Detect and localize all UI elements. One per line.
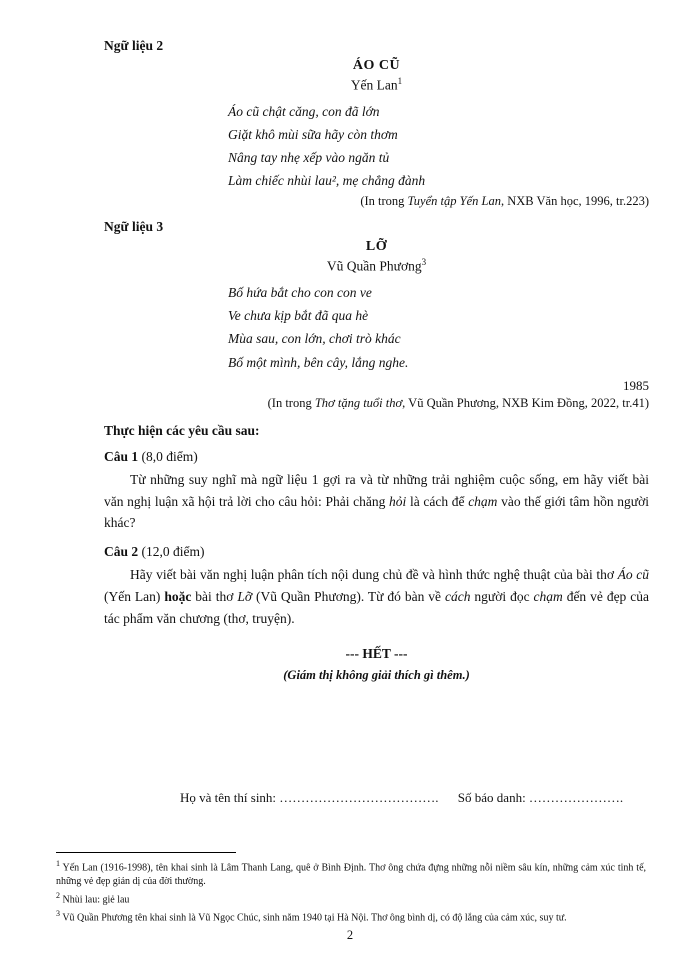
text-run: Từ những suy nghĩ mà ngữ liệu 1 gợi ra và từ những trải nghiệm cuộc sống, em hãy viết bài văn nghị luận xã hội trả lời cho câu hỏi: Phải chăng xyxy=(104,471,649,509)
footnote-ref: 1 xyxy=(397,76,403,86)
text-run-italic: hỏi xyxy=(389,493,407,509)
text-run: đến vẻ đẹp của tác phẩm văn chương (thơ, truyện). xyxy=(104,589,649,627)
section-label: Ngữ liệu 2 xyxy=(104,38,164,53)
text-run-italic: Lỡ xyxy=(237,589,253,605)
poem-line: Giặt khô mùi sữa hãy còn thơm xyxy=(228,126,398,142)
poem-lines xyxy=(104,281,649,374)
candidate-name-field: Họ và tên thí sinh: ………………………………. xyxy=(180,790,439,805)
section-ngu-lieu-2 xyxy=(104,38,649,209)
candidate-code-field: Số báo danh: …………………. xyxy=(457,790,624,805)
poem-line: Bố hứa bắt cho con con ve xyxy=(228,284,372,300)
text-run: người đọc xyxy=(470,589,534,605)
question-2-heading xyxy=(104,544,649,560)
text-run-italic: Áo cũ xyxy=(617,567,649,583)
footnote-text: Vũ Quần Phương tên khai sinh là Vũ Ngọc Chúc, sinh năm 1940 tại Hà Nội. Thơ ông bình dị, có độ lắng của cảm xúc, suy tư. xyxy=(62,912,567,924)
text-run: (Yến Lan) xyxy=(104,589,165,605)
footnote-item xyxy=(56,858,646,889)
footnote-item xyxy=(56,890,646,907)
question-1-label: Câu 1 xyxy=(104,448,139,464)
invigilator-note: (Giám thị không giải thích gì thêm.) xyxy=(283,667,470,682)
question-2-body xyxy=(104,564,649,630)
poem-line: Làm chiếc nhùi lau², mẹ chẳng đành xyxy=(228,173,426,189)
text-run-italic: chạm xyxy=(533,589,563,605)
source-title: Tuyển tập Yến Lan xyxy=(407,194,501,209)
requirements-header: Thực hiện các yêu cầu sau: xyxy=(104,422,260,438)
footnote-divider xyxy=(56,852,236,853)
text-run-italic: cách xyxy=(444,589,471,605)
text-run: là cách để xyxy=(406,493,469,509)
section-label: Ngữ liệu 3 xyxy=(104,219,164,235)
text-run: vào thế giới tâm hồn người khác? xyxy=(104,493,649,531)
poem-title: ÁO CŨ xyxy=(352,58,401,73)
source-prefix: (In trong xyxy=(267,395,315,410)
poem-line: Ve chưa kịp bắt đã qua hè xyxy=(228,308,369,324)
page-number: 2 xyxy=(346,928,354,942)
end-mark: --- HẾT --- xyxy=(345,645,408,661)
document-body xyxy=(104,38,649,683)
poem-line: Mùa sau, con lớn, chơi trò khác xyxy=(228,331,401,347)
poem-source xyxy=(104,194,649,209)
question-1-points: (8,0 điểm) xyxy=(141,448,198,464)
source-title: Thơ tặng tuổi thơ xyxy=(314,395,403,410)
question-2-points: (12,0 điểm) xyxy=(141,544,205,560)
footnote-text: Nhùi lau: giẻ lau xyxy=(62,894,130,906)
footnotes xyxy=(56,858,646,926)
question-1-heading xyxy=(104,449,649,465)
footnote-number: 2 xyxy=(56,890,60,900)
signature-row xyxy=(180,790,660,806)
poem-title: LỠ xyxy=(365,239,388,255)
footnote-item xyxy=(56,908,646,925)
poem-source xyxy=(104,396,649,411)
poem-author xyxy=(104,76,649,94)
footnote-number: 1 xyxy=(56,859,60,868)
poem-line: Áo cũ chật căng, con đã lớn xyxy=(228,103,380,119)
poem-author xyxy=(104,257,649,275)
text-run: bài thơ xyxy=(191,589,238,605)
poem-year: 1985 xyxy=(623,377,649,393)
section-ngu-lieu-3 xyxy=(104,219,649,410)
source-suffix: , NXB Văn học, 1996, tr.223) xyxy=(500,194,649,209)
poem-author-name: Yến Lan xyxy=(350,77,398,93)
source-prefix: (In trong xyxy=(360,194,408,209)
poem-lines xyxy=(104,100,649,193)
text-run: Hãy viết bài văn nghị luận phân tích nội dung chủ đề và hình thức nghệ thuật của bài thơ xyxy=(130,567,618,583)
text-run: (Vũ Quần Phương). Từ đó bàn về xyxy=(252,589,445,605)
poem-line: Nâng tay nhẹ xếp vào ngăn tủ xyxy=(228,149,390,165)
poem-line: Bố một mình, bên cây, lắng nghe. xyxy=(228,354,409,370)
footnote-number: 3 xyxy=(56,909,60,919)
text-run-bold: hoặc xyxy=(164,589,192,605)
source-suffix: , Vũ Quần Phương, NXB Kim Đồng, 2022, tr.41) xyxy=(402,395,649,410)
footnote-text: Yến Lan (1916-1998), tên khai sinh là Lâm Thanh Lang, quê ở Bình Định. Thơ ông chứa đựng những nỗi niềm sâu kín, những cảm xúc tinh tế, những vẻ đẹp giản dị của đời thường. xyxy=(56,862,647,888)
question-2-label: Câu 2 xyxy=(104,544,139,560)
question-1-body xyxy=(104,469,649,535)
poem-author-name: Vũ Quần Phương xyxy=(326,258,422,274)
footnote-ref: 3 xyxy=(421,257,427,268)
text-run-italic: chạm xyxy=(468,493,498,509)
